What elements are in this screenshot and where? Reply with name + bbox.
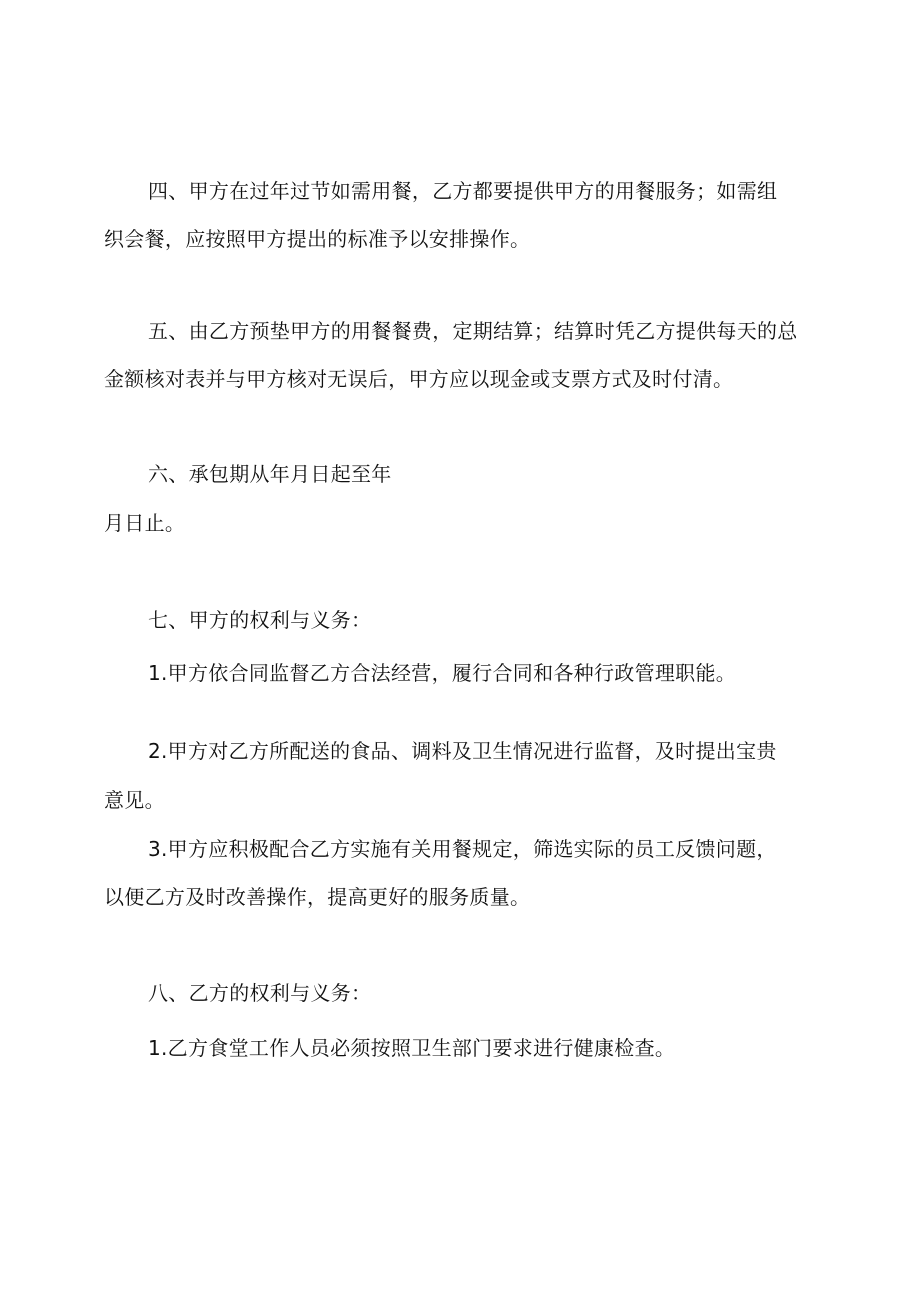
paragraph-5-line-1: 五、由乙方预垫甲方的用餐餐费，定期结算；结算时凭乙方提供每天的总 (148, 319, 798, 343)
section-8-item-1: 1.乙方食堂工作人员必须按照卫生部门要求进行健康检查。 (148, 1036, 676, 1060)
paragraph-4-line-2: 织会餐，应按照甲方提出的标准予以安排操作。 (104, 227, 531, 251)
section-7-item-2-line-1: 2.甲方对乙方所配送的食品、调料及卫生情况进行监督，及时提出宝贵 (148, 739, 777, 763)
section-7-item-2-line-2: 意见。 (104, 788, 165, 812)
paragraph-5-line-2: 金额核对表并与甲方核对无误后，甲方应以现金或支票方式及时付清。 (104, 367, 734, 391)
section-8-heading: 八、乙方的权利与义务： (148, 981, 372, 1005)
section-7-item-3-line-1: 3.甲方应积极配合乙方实施有关用餐规定，筛选实际的员工反馈问题， (148, 837, 777, 861)
paragraph-6-line-1: 六、承包期从年月日起至年 (148, 462, 392, 486)
section-7-item-1: 1.甲方依合同监督乙方合法经营，履行合同和各种行政管理职能。 (148, 661, 737, 685)
section-7-heading: 七、甲方的权利与义务： (148, 608, 372, 632)
paragraph-4-line-1: 四、甲方在过年过节如需用餐，乙方都要提供甲方的用餐服务；如需组 (148, 179, 778, 203)
section-7-item-3-line-2: 以便乙方及时改善操作，提高更好的服务质量。 (104, 885, 531, 909)
paragraph-6-line-2: 月日止。 (104, 511, 186, 535)
